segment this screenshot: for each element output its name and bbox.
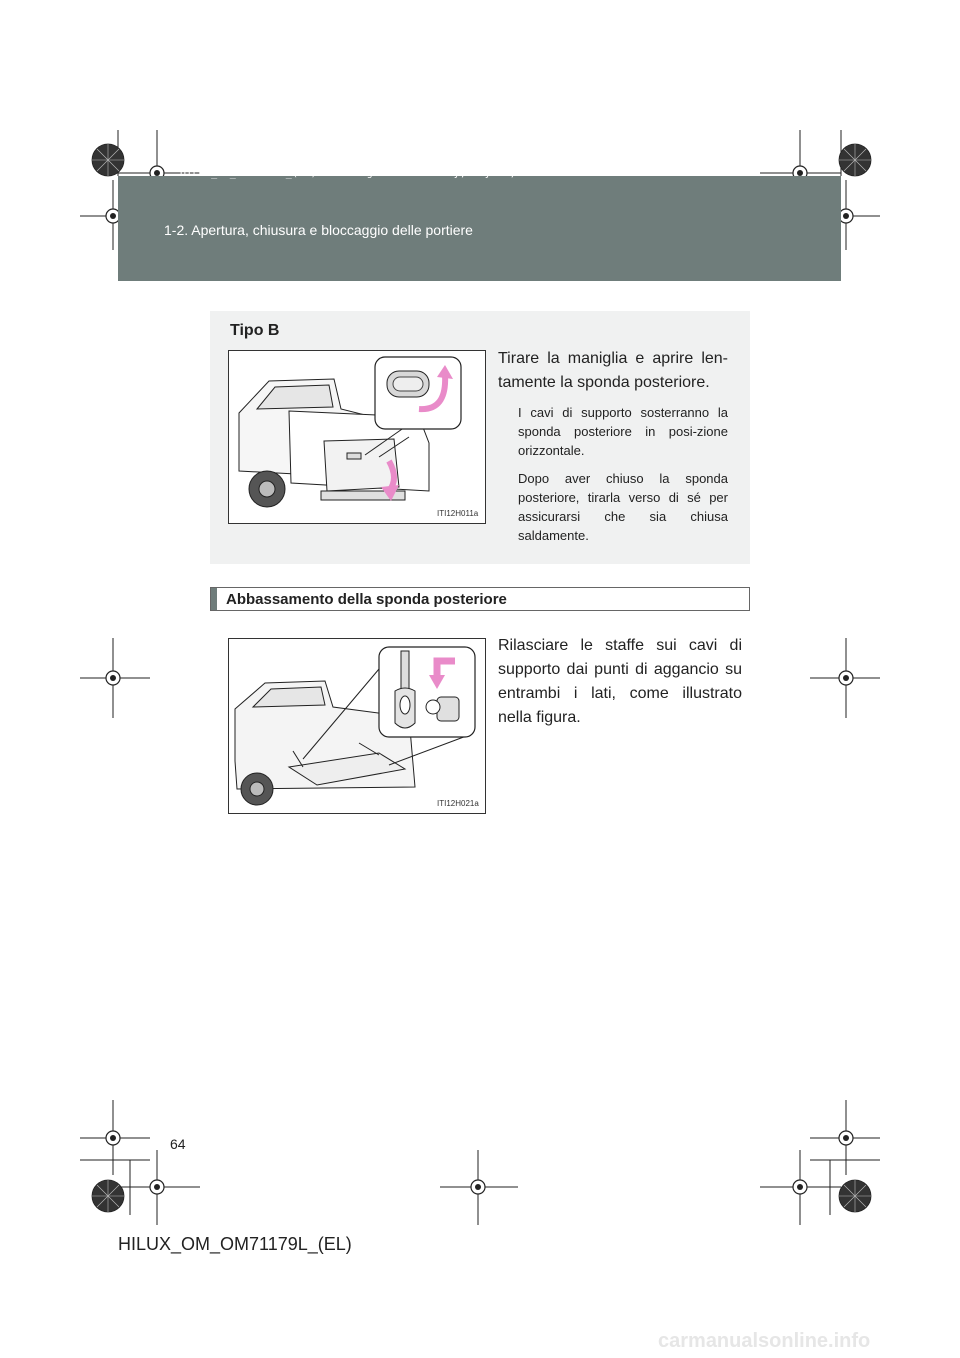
subsection-accent [211, 588, 217, 610]
tailgate-cable-release-image [229, 639, 485, 813]
type-b-note: Dopo aver chiuso la sponda posteriore, tirarla verso di sé per assicurarsi che sia chiusa saldamente. [518, 471, 728, 543]
subsection-title: Abbassamento della sponda posteriore [226, 591, 507, 608]
pickup-truck-tailgate-image [229, 351, 485, 523]
print-info-stamp: HILUX_OM_OM71179L_(EL).book Page 64 Wednesday, May 16, 2012 11:37 AM [180, 168, 603, 179]
page-number: 64 [170, 1136, 186, 1152]
figure-code: ITI12H021a [437, 799, 479, 808]
lowering-instruction: Rilasciare le staffe sui cavi di supporto dai punti di aggancio su entrambi i lati, come illustrato nella figura. [498, 637, 742, 726]
section-header: 1-2. Apertura, chiusura e bloccaggio delle portiere [164, 222, 473, 238]
site-watermark: carmanualsonline.info [658, 1330, 871, 1352]
type-b-note: I cavi di supporto sosterranno la sponda posteriore in posi-zione orizzontale. [518, 405, 728, 458]
tailgate-open-illustration [228, 350, 486, 524]
tailgate-lowering-illustration [228, 638, 486, 814]
subsection-header [210, 587, 750, 611]
type-b-title: Tipo B [230, 322, 280, 339]
document-code: HILUX_OM_OM71179L_(EL) [118, 1234, 352, 1254]
type-b-instruction: Tirare la maniglia e aprire len-tamente la sponda posteriore. [498, 350, 728, 391]
figure-code: ITI12H011a [437, 509, 479, 518]
